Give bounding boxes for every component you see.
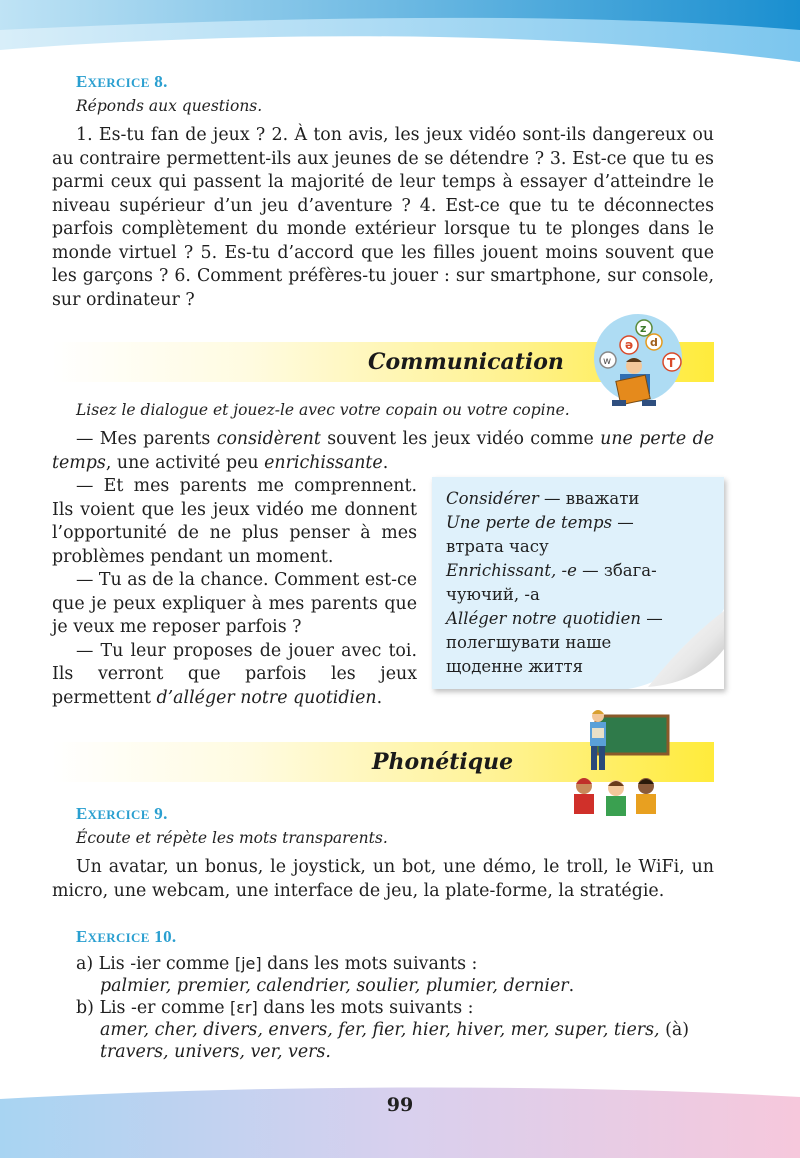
bottom-decorative-wave (0, 1080, 800, 1158)
teacher-and-pupils-illustration (568, 706, 672, 818)
vocab-line: втрата часу (446, 537, 549, 556)
phonetique-title: Phonétique (372, 749, 514, 775)
vocab-line: Enrichissant, -e — збага- (446, 561, 657, 580)
exercise-10-title: EXERCICE 10. (76, 927, 177, 946)
page-curl-decoration (628, 609, 724, 689)
boy-reading-letters-illustration (592, 308, 684, 412)
vocab-line: Considérer — вважати (446, 489, 640, 508)
dialogue-line-1: — Mes parents considèrent souvent les jeux vidéo comme une perte de temps, une activité peu enrichissante. (52, 429, 714, 473)
communication-instruction: Lisez le dialogue et jouez-le avec votre copain ou votre copine. (76, 401, 570, 419)
svg-text:d: d (650, 336, 658, 349)
dialogue-line-3: — Tu as de la chance. Comment est-ce que je peux expliquer à mes parents que je veux me reposer parfois ? (52, 570, 417, 637)
exercise-10-b-words-2: travers, univers, ver, vers. (100, 1042, 331, 1062)
communication-title: Communication (368, 349, 564, 375)
vocab-line: Alléger notre quotidien — (446, 609, 663, 628)
exercise-10-b-words-1: amer, cher, divers, envers, fer, fier, hier, hiver, mer, super, tiers, (à) (100, 1020, 690, 1040)
exercise-10-a-words: palmier, premier, calendrier, soulier, plumier, dernier. (100, 976, 575, 996)
svg-text:ᴡ: ᴡ (603, 356, 612, 367)
exercise-9-title: EXERCICE 9. (76, 804, 168, 823)
exercise-10-items (76, 953, 726, 1063)
page-number: 99 (386, 1094, 414, 1116)
exercise-8-title: EXERCICE 8. (76, 72, 168, 91)
exercise-8-instruction: Réponds aux questions. (76, 97, 263, 115)
vocab-line: Une perte de temps — (446, 513, 634, 532)
top-decorative-wave (0, 0, 800, 80)
vocab-line: полегшувати наше (446, 633, 612, 652)
vocabulary-note (432, 477, 724, 689)
vocab-line: чуючий, -а (446, 585, 540, 604)
exercise-9-words: Un avatar, un bonus, le joystick, un bot, une démo, le troll, le WiFi, un micro, une webcam, une interface de jeu, la plate-forme, la stratégie. (52, 857, 714, 901)
vocab-line: щоденне життя (446, 657, 584, 676)
exercise-9-instruction: Écoute et répète les mots transparents. (76, 829, 388, 847)
exercise-10-a: a) Lis -ier comme [je] dans les mots suivants : (76, 954, 478, 974)
exercise-8-questions: 1. Es-tu fan de jeux ? 2. À ton avis, les jeux vidéo sont-ils dangereux ou au contraire permettent-ils aux jeunes de se détendre ? 3. Est-ce que tu es parmi ceux qui passent la majorité de leur temps à essayer d’atteindre le niveau supérieur d’un jeu d’aventure ? 4. Est-ce que tu te déconnectes parfois complètement du monde extérieur lorsque tu te plonges dans le monde virtuel ? 5. Es-tu d’accord que les filles jouent moins souvent que les garçons ? 6. Comment préfères-tu jouer : sur smartphone, sur console, sur ordinateur ? (52, 125, 714, 310)
dialogue-line-2: — Et mes parents me comprennent. Ils voient que les jeux vidéo me donnent l’opportunité de ne plus penser à mes problèmes pendant un moment. (52, 476, 417, 567)
exercise-10-b: b) Lis -er comme [ɛr] dans les mots suivants : (76, 998, 474, 1018)
svg-text:z: z (640, 322, 647, 335)
svg-text:ə: ə (625, 338, 634, 352)
svg-text:T: T (667, 356, 676, 370)
dialogue-block (52, 475, 417, 710)
dialogue-line-4: — Tu leur proposes de jouer avec toi. Ils verront que parfois les jeux permettent d’alléger notre quotidien. (52, 640, 417, 708)
